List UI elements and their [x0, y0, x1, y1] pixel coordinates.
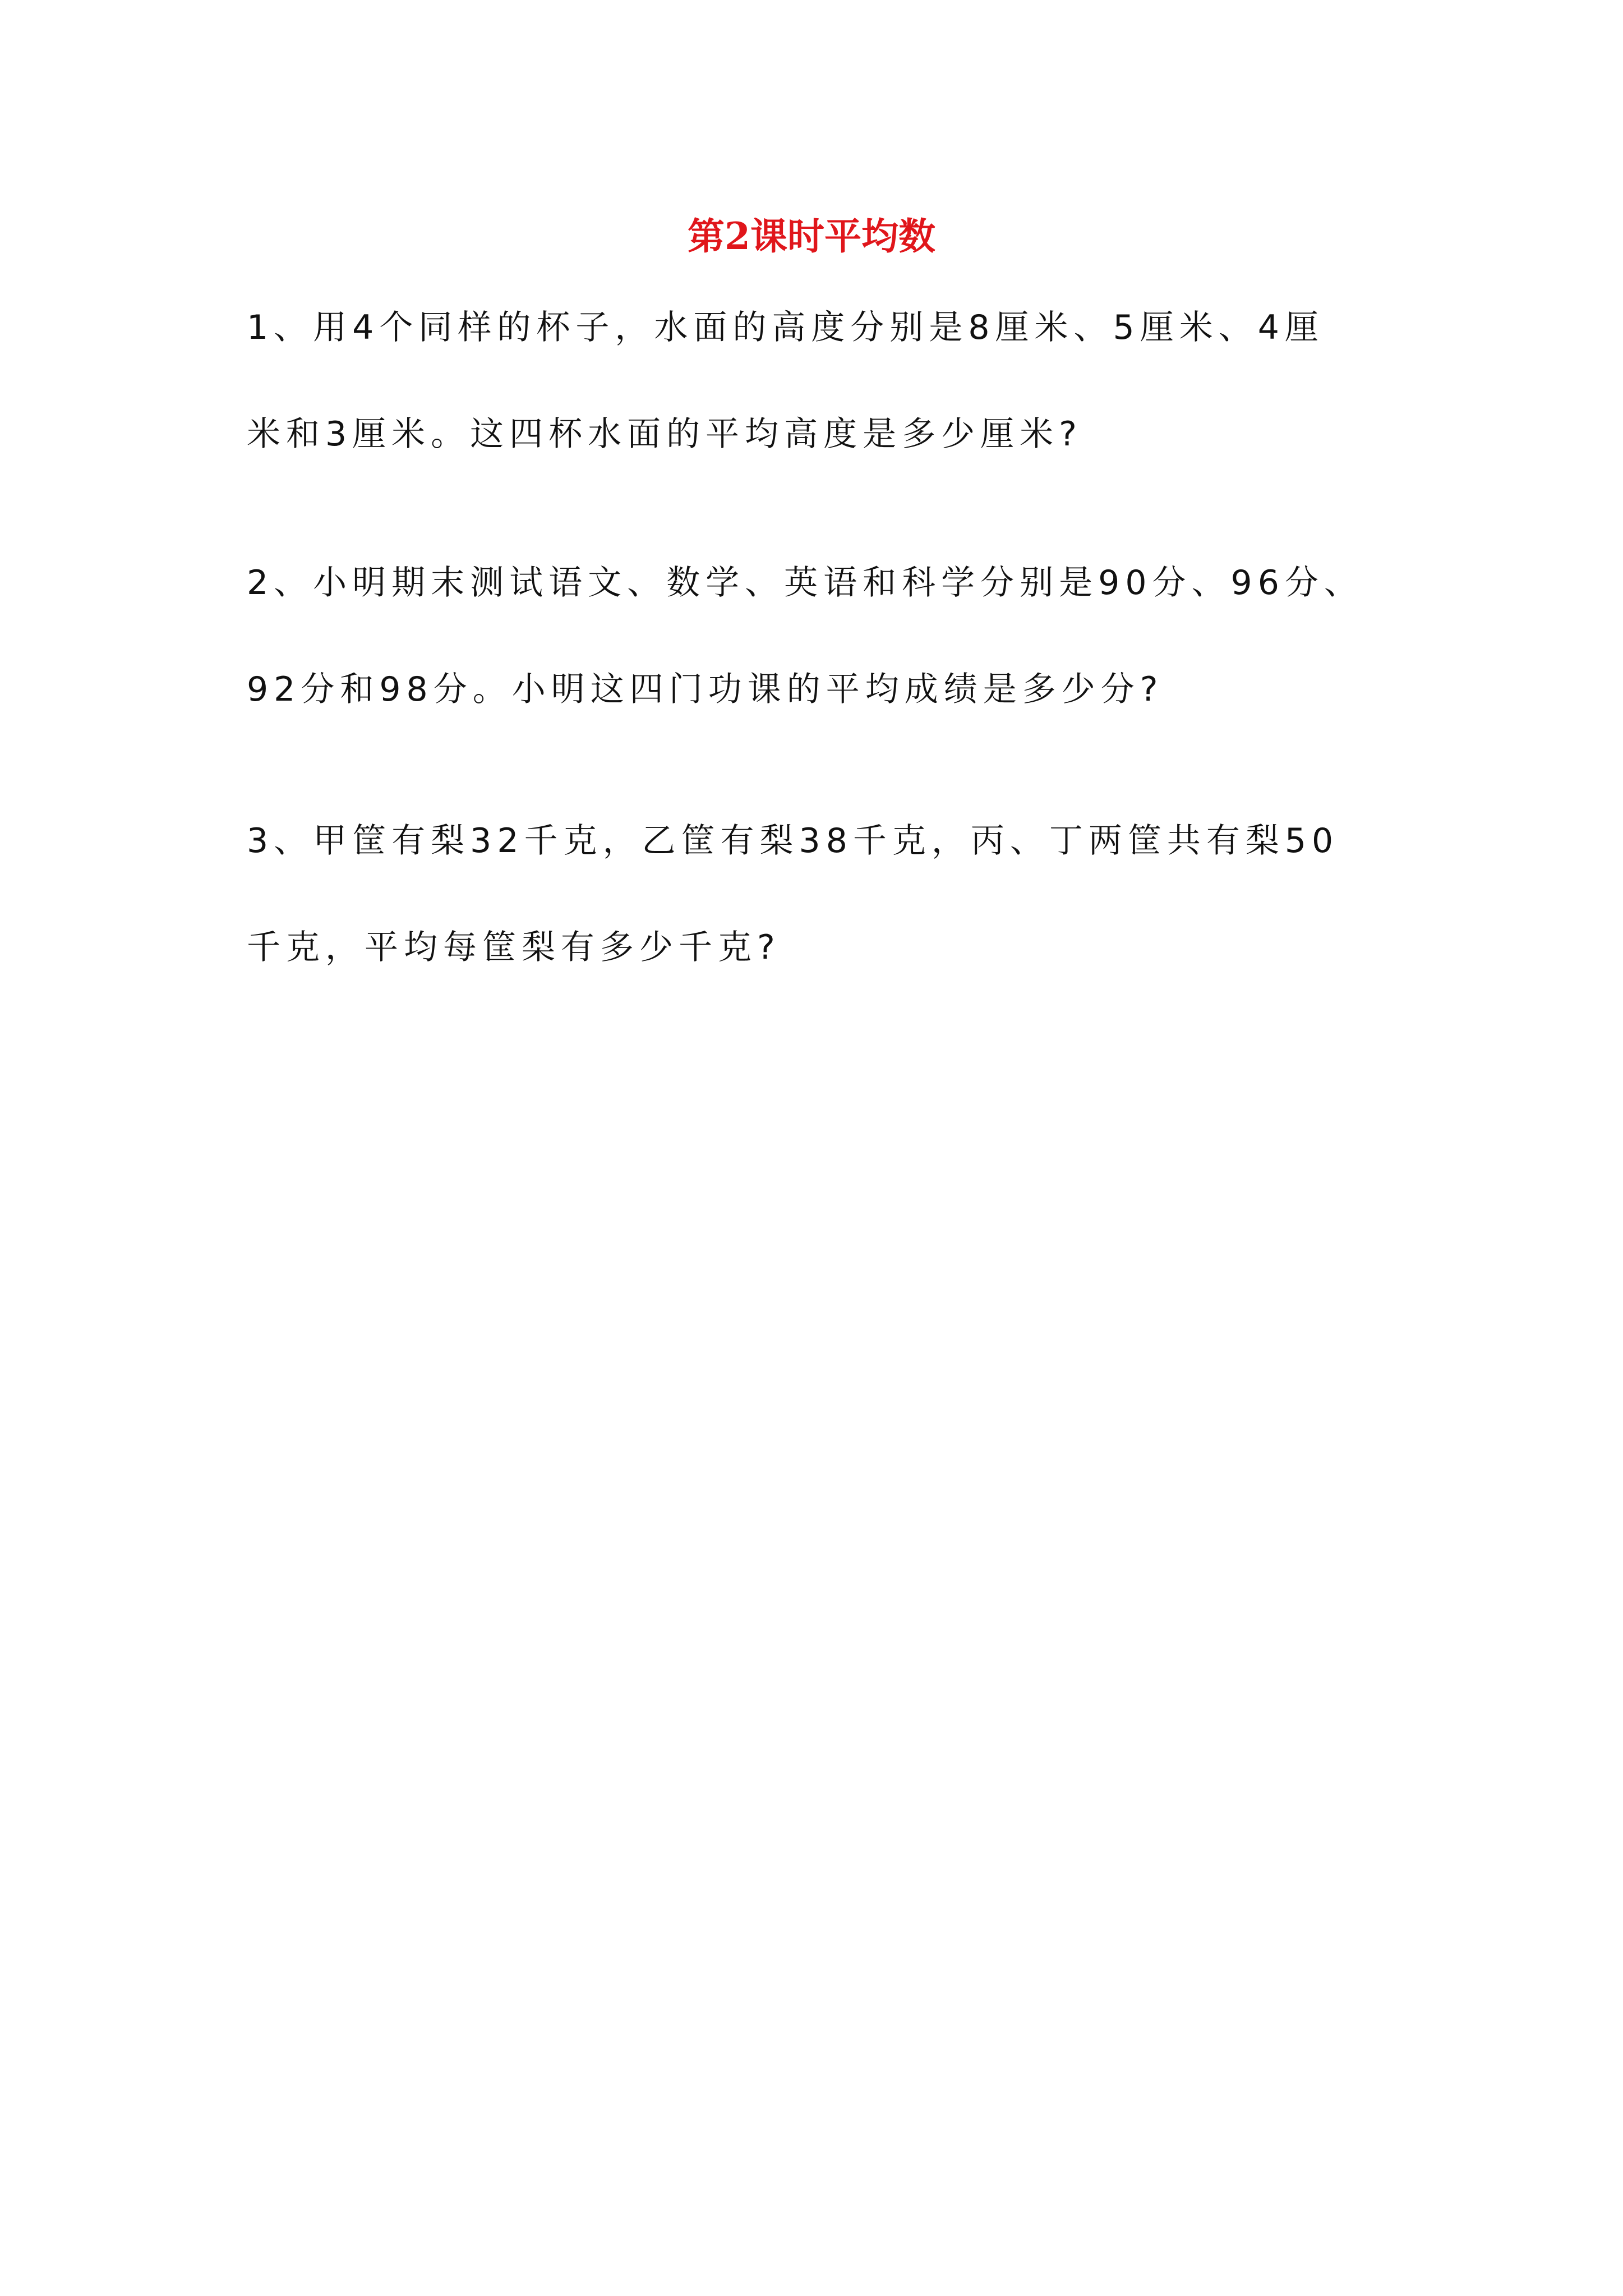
question-3-line-2: 千克，平均每筐梨有多少千克?: [247, 928, 781, 967]
question-2-line-2: 92分和98分。小明这四门功课的平均成绩是多少分?: [247, 670, 1164, 709]
page-title: 第2课时平均数: [688, 214, 935, 258]
question-1-line-1: 1、用4个同样的杯子，水面的高度分别是8厘米、5厘米、4厘: [247, 308, 1324, 347]
question-2: [247, 558, 1413, 714]
question-3-line-1: 3、甲筐有梨32千克，乙筐有梨38千克，丙、丁两筐共有梨50: [247, 821, 1339, 861]
question-1: [247, 303, 1413, 459]
question-1-line-2: 米和3厘米。这四杯水面的平均高度是多少厘米?: [247, 415, 1083, 454]
question-3: [247, 816, 1413, 972]
question-2-line-1: 2、小明期末测试语文、数学、英语和科学分别是90分、96分、: [247, 563, 1363, 602]
